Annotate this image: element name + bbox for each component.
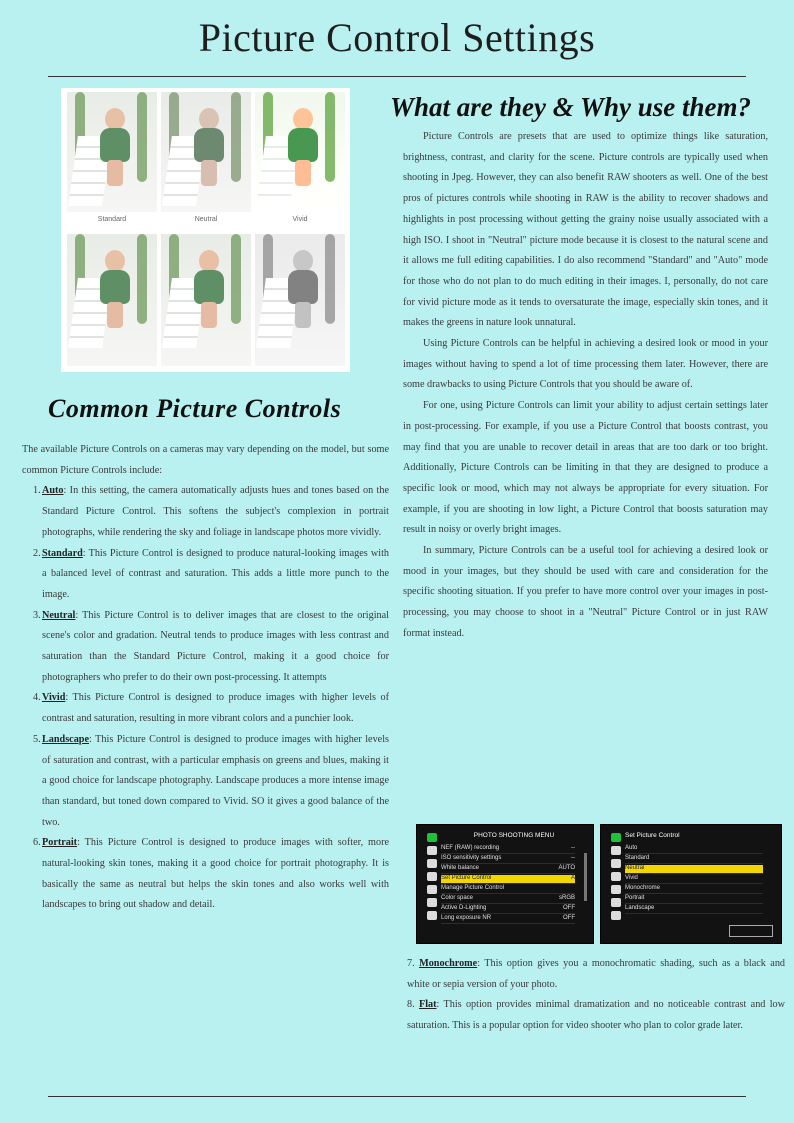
submenu-row: Landscape xyxy=(625,905,763,914)
common-heading: Common Picture Controls xyxy=(48,394,342,423)
control-description: : This Picture Control is designed to produce images with higher levels of contrast and saturation, resulting in more vibrant colors and a punchier look. xyxy=(42,692,389,725)
why-paragraph: Picture Controls are presets that are used to optimize things like saturation, brightness, contrast, and clarity for the scene. Picture controls are typically used when shooting in Jpeg. However, they can also benefit RAW shooters as well. One of the best pros of pictures controls while shooting in RAW is the ability to recover shadows and highlights in post processing without getting the grainy noise usually associated with a high ISO. I shoot in "Neutral" picture mode because it is closest to the natural scene and it allows me full editing capabilities. I do also recommend "Standard" and "Auto" mode for those who do not plan to do much editing in their images. I, personally, do not care for vivid picture mode as it tends to oversaturate the image, especially skin tones, and it makes the greens in nature look unnatural. xyxy=(403,131,768,329)
control-term-landscape: Landscape xyxy=(42,733,89,745)
movie-icon xyxy=(427,846,437,855)
caption-neutral: Neutral xyxy=(194,216,218,223)
sample-photo-vivid xyxy=(255,92,345,212)
retouch-icon xyxy=(611,885,621,894)
list-item: 3.Neutral: This Picture Control is to deliver images that are closest to the original scene's color and gradation. Neutral tends to produce images with less contrast and saturation than the Standard Picture Control, making it a good choice for photographers who prefer to do their own post-processing. It attempts xyxy=(33,609,389,683)
list-item: 2.Standard: This Picture Control is designed to produce natural-looking images with a balanced level of contrast and saturation. This adds a little more punch to the image. xyxy=(33,547,389,600)
camera-menu-screen xyxy=(416,824,594,944)
control-term-standard: Standard xyxy=(42,547,83,559)
why-paragraph: In summary, Picture Controls can be a useful tool for achieving a desired look or mood in your images, but they should be used with care and consideration for the specific shooting situation. If you prefer to have more control over your images in post-processing, you may choose to shoot in a "Neutral" Picture Control or in just RAW format instead. xyxy=(403,545,768,639)
list-item xyxy=(407,954,785,995)
wrench-icon xyxy=(611,872,621,881)
ok-badge xyxy=(729,925,773,937)
menu-row: Color space sRGB xyxy=(441,895,575,904)
submenu-title: Set Picture Control xyxy=(625,832,680,839)
pencil-icon xyxy=(611,859,621,868)
common-body xyxy=(22,440,389,916)
submenu-row-selected: Neutral xyxy=(625,865,763,874)
page-title: Picture Control Settings xyxy=(198,15,596,60)
pencil-icon xyxy=(427,859,437,868)
menu-row-selected: Set Picture Control A xyxy=(441,875,575,884)
menu-row: ISO sensitivity settings -- xyxy=(441,855,575,864)
control-term-vivid: Vivid xyxy=(42,692,66,704)
control-term-neutral: Neutral xyxy=(42,609,76,621)
top-divider xyxy=(48,76,746,77)
list-item xyxy=(407,995,785,1036)
list-icon xyxy=(611,898,621,907)
movie-icon xyxy=(611,846,621,855)
bottom-divider xyxy=(48,1096,746,1097)
sample-photo-standard xyxy=(67,92,157,212)
list-number: 8. xyxy=(407,999,415,1011)
control-description: : This Picture Control is designed to produce images with softer, more natural-looking skin tones, making it a good choice for portrait photography. It is basically the same as neutral but helps the skin tones and also works well with landscapes to bring out shadow and detail. xyxy=(42,837,389,911)
list-item: 4.Vivid: This Picture Control is designed to produce images with higher levels of contrast and saturation, resulting in more vibrant colors and a punchier look. xyxy=(33,692,389,725)
common-intro: The available Picture Controls on a cameras may vary depending on the model, but some common Picture Controls include: xyxy=(22,444,389,476)
menu-icon-bar xyxy=(425,833,439,935)
controls-list xyxy=(22,481,389,916)
control-term-monochrome: Monochrome xyxy=(419,958,478,969)
control-term-flat: Flat xyxy=(418,999,437,1011)
list-item: 6.Portrait: This Picture Control is designed to produce images with softer, more natural-looking skin tones, making it a good choice for portrait photography. It is basically the same as neutral but helps the skin tones and also works well with landscapes to bring out shadow and detail. xyxy=(33,837,389,911)
retouch-icon xyxy=(427,885,437,894)
menu-row: NEF (RAW) recording -- xyxy=(441,845,575,854)
menu-icon-bar xyxy=(609,833,623,935)
control-description: : This Picture Control is designed to produce images with higher levels of saturation and contrast, with a particular emphasis on greens and blues, making it a good choice for landscape photography. Landscape produces a more intense image than standard, but toned down compared to Vivid. SO it gives a good balance of the two. xyxy=(42,733,389,828)
submenu-row: Portrait xyxy=(625,895,763,904)
control-description: : This option gives you a monochromatic shading, such as a black and white or sepia version of your photo. xyxy=(407,958,786,990)
camera-icon xyxy=(611,833,621,842)
list-item: 1.Auto: In this setting, the camera automatically adjusts hues and tones based on the Standard Picture Control. This softens the subject's complexion in portrait photographs, while rendering the sky and foliage in landscape photos more vividly. xyxy=(33,485,389,538)
control-description: : This Picture Control is to deliver images that are closest to the original scene's color and gradation. Neutral tends to produce images with less contrast and saturation than the Standard Picture Control, making it a good choice for photographers who prefer to do their own post-processing. It attempts xyxy=(42,609,389,683)
why-body xyxy=(403,127,768,645)
question-icon xyxy=(427,911,437,920)
menu-row: Active D-Lighting OFF xyxy=(441,905,575,914)
why-paragraph: Using Picture Controls can be helpful in achieving a desired look or mood in your images without having to spend a lot of time processing them later. However, there are some drawbacks to using Picture Controls that you should be aware of. xyxy=(403,338,768,391)
caption-standard: Standard xyxy=(97,216,127,223)
menu-row: Long exposure NR OFF xyxy=(441,915,575,924)
control-term-portrait: Portrait xyxy=(42,837,78,849)
submenu-row: Standard xyxy=(625,855,763,864)
why-heading: What are they & Why use them? xyxy=(390,92,752,122)
list-number: 7. xyxy=(407,958,415,969)
sample-photo-grid xyxy=(61,88,350,372)
list-item: 5.Landscape: This Picture Control is designed to produce images with higher levels of saturation and contrast, with a particular emphasis on greens and blues, making it a good choice for landscape photography. Landscape produces a more intense image than standard, but toned down compared to Vivid. SO it gives a good balance of the two. xyxy=(33,733,389,828)
control-description: : In this setting, the camera automatically adjusts hues and tones based on the Standard Picture Control. This softens the subject's complexion in portrait photographs, while rendering the sky and foliage in landscape photos more vividly. xyxy=(42,485,389,538)
menu-title: PHOTO SHOOTING MENU xyxy=(473,832,555,839)
wrench-icon xyxy=(427,872,437,881)
sample-photo-portrait xyxy=(161,234,251,366)
menu-row: Manage Picture Control xyxy=(441,885,575,894)
submenu-row: Vivid xyxy=(625,875,763,884)
list-icon xyxy=(427,898,437,907)
caption-vivid: Vivid xyxy=(292,216,308,223)
submenu-row: Monochrome xyxy=(625,885,763,894)
control-description: : This Picture Control is designed to produce natural-looking images with a balanced level of contrast and saturation. This adds a little more punch to the image. xyxy=(42,547,389,600)
menu-row: White balance AUTO xyxy=(441,865,575,874)
camera-icon xyxy=(427,833,437,842)
sample-photo-neutral xyxy=(161,92,251,212)
submenu-row: Auto xyxy=(625,845,763,854)
why-paragraph: For one, using Picture Controls can limit your ability to adjust certain settings later in post-processing. For example, if you use a Picture Control that boosts contrast, you may find that you are unable to recover detail in areas that are too dark or too bright. Additionally, Picture Controls can be limiting in that they are designed to produce a specific look or mood, which may not always be appropriate for every situation. For example, if you are shooting in low light, a Picture Control that boosts saturation may result in noisy or overly bright images. xyxy=(403,400,768,536)
control-description: : This option provides minimal dramatization and no noticeable contrast and low saturation. This is a popular option for video shooter who plan to color grade later. xyxy=(407,999,786,1032)
control-term-auto: Auto xyxy=(42,485,64,497)
picture-control-screen xyxy=(600,824,782,944)
more-controls xyxy=(407,954,785,1037)
menu-scrollbar xyxy=(584,853,587,901)
question-icon xyxy=(611,911,621,920)
sample-photo-monochrome xyxy=(255,234,345,366)
sample-photo-landscape xyxy=(67,234,157,366)
